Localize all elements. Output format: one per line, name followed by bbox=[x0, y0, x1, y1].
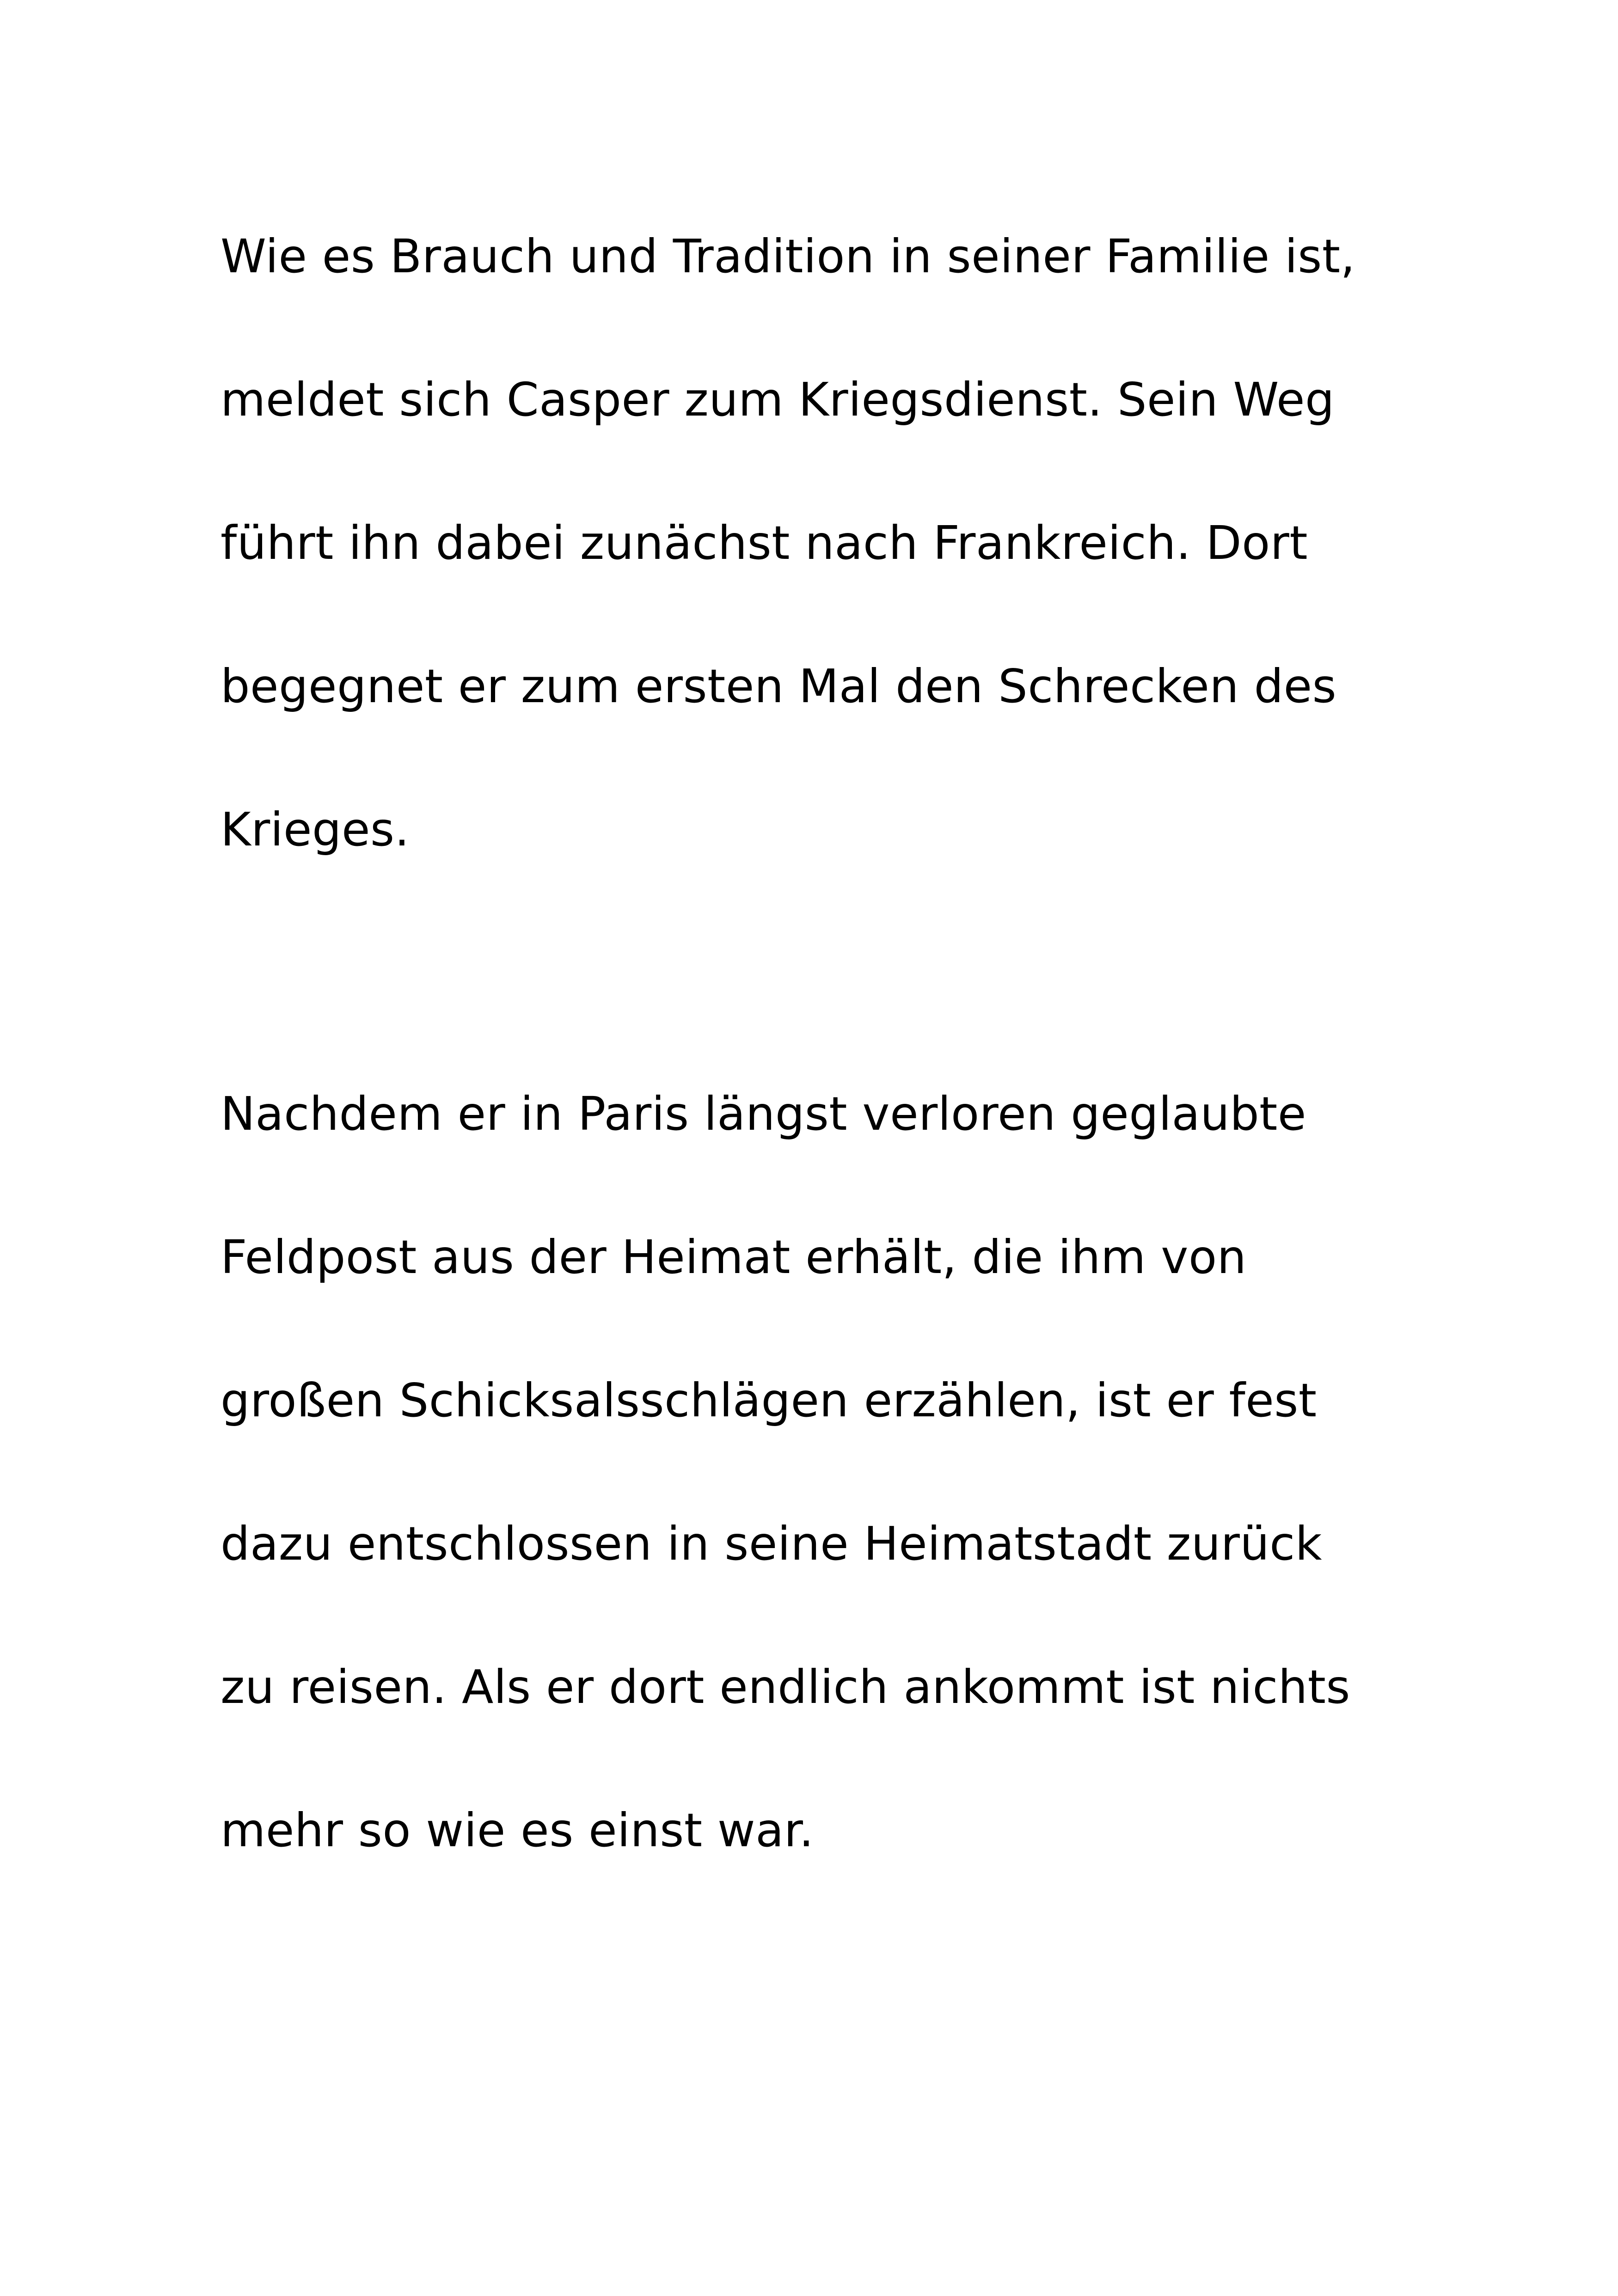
text-line: Feldpost aus der Heimat erhält, die ihm von bbox=[221, 1230, 1247, 1284]
text-line: Wie es Brauch und Tradition in seiner Familie ist, bbox=[221, 229, 1355, 283]
text-line: führt ihn dabei zunächst nach Frankreich. Dort bbox=[221, 516, 1308, 570]
text-line: Krieges. bbox=[221, 802, 410, 857]
text-line: Nachdem er in Paris längst verloren geglaubte bbox=[221, 1087, 1306, 1141]
text-line: mehr so wie es einst war. bbox=[221, 1803, 814, 1857]
text-line: meldet sich Casper zum Kriegsdienst. Sein Weg bbox=[221, 373, 1335, 427]
text-line: großen Schicksalsschlägen erzählen, ist er fest bbox=[221, 1373, 1317, 1427]
text-line: dazu entschlossen in seine Heimatstadt zurück bbox=[221, 1517, 1323, 1571]
text-line: zu reisen. Als er dort endlich ankommt ist nichts bbox=[221, 1660, 1351, 1714]
text-line: begegnet er zum ersten Mal den Schrecken des bbox=[221, 659, 1337, 713]
